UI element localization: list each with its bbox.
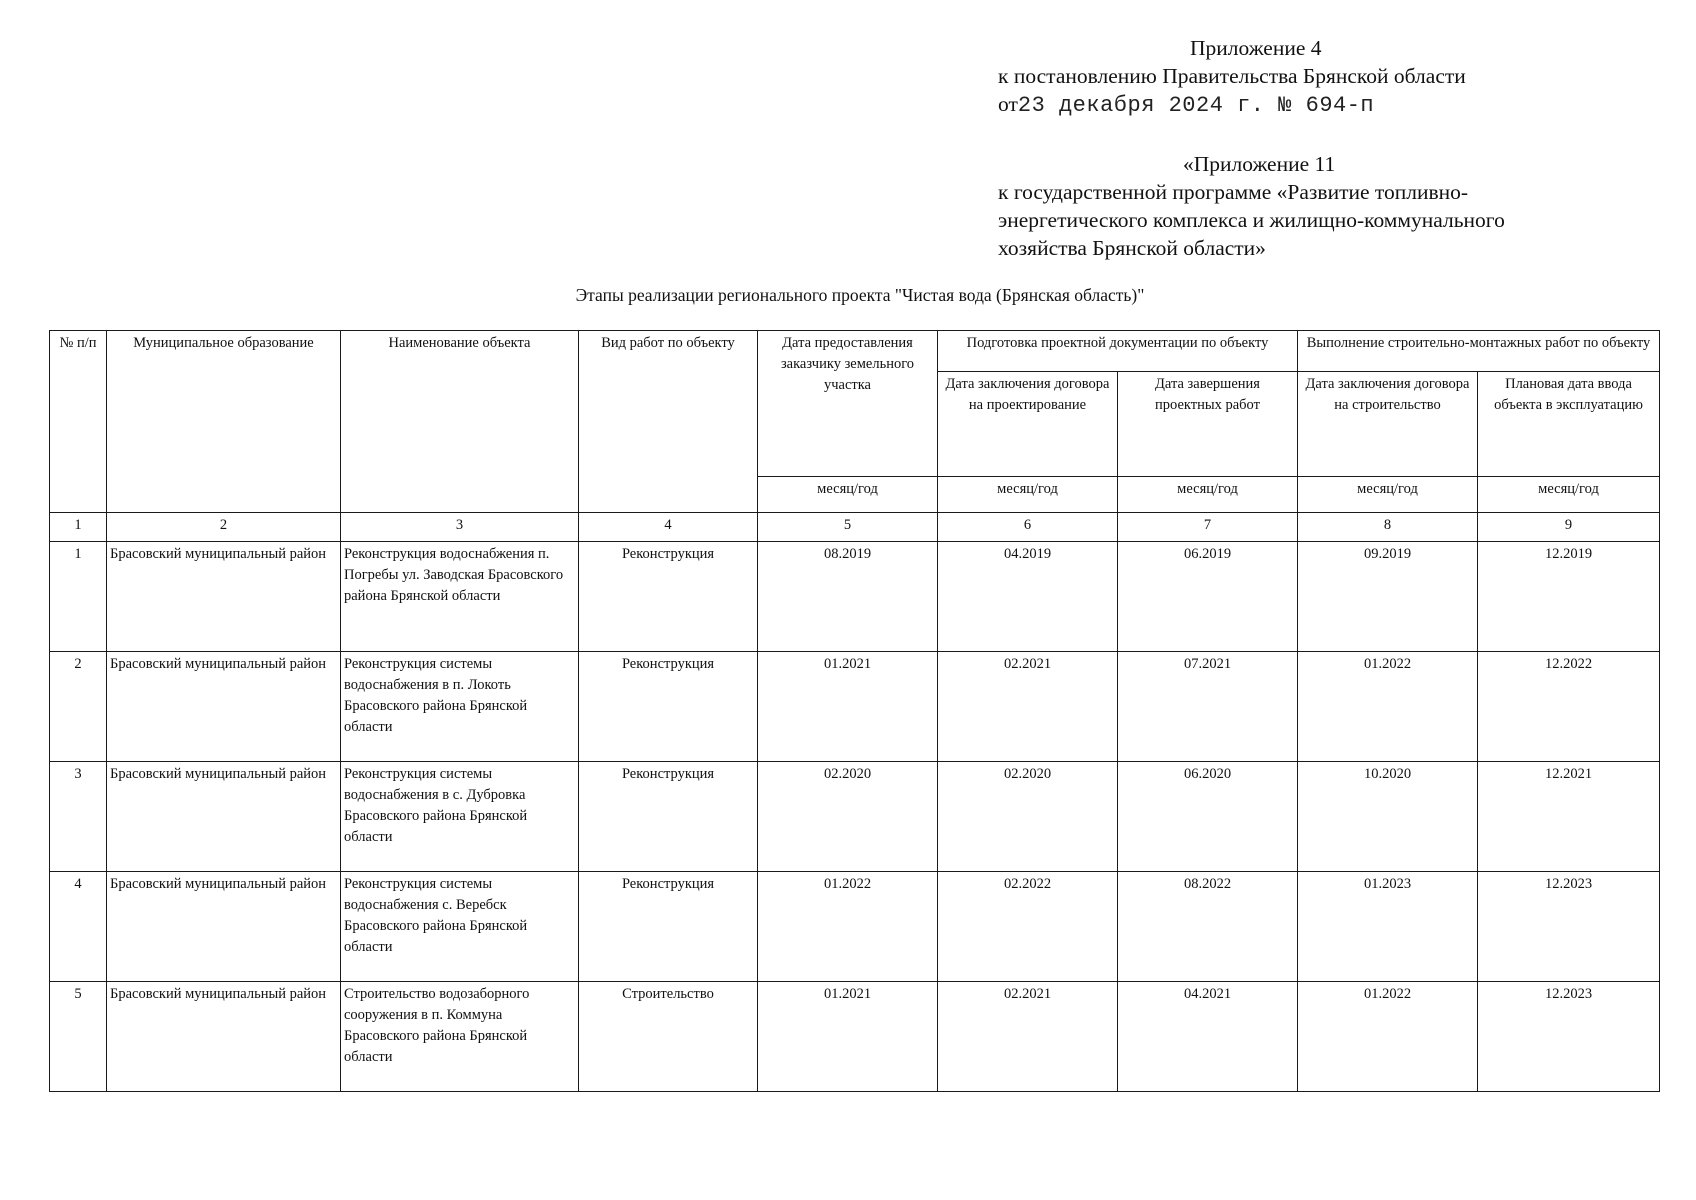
design-contract-cell: 02.2021 [938, 652, 1118, 762]
commission-date-cell: 12.2019 [1478, 542, 1660, 652]
column-number: 5 [758, 513, 938, 542]
column-number-row [50, 513, 1660, 542]
column-number: 9 [1478, 513, 1660, 542]
land-date-cell: 01.2021 [758, 982, 938, 1092]
appendix-number: Приложение 4 [1190, 36, 1322, 60]
column-number: 2 [107, 513, 341, 542]
municipality-cell: Брасовский муниципальный район [107, 542, 341, 652]
decree-reference: к постановлению Правительства Брянской области [998, 64, 1466, 88]
construction-contract-cell: 09.2019 [1298, 542, 1478, 652]
table-row [50, 872, 1660, 982]
construction-contract-cell: 01.2023 [1298, 872, 1478, 982]
design-contract-cell: 02.2021 [938, 982, 1118, 1092]
design-complete-cell: 07.2021 [1118, 652, 1298, 762]
commission-date-cell: 12.2023 [1478, 872, 1660, 982]
document-title: Этапы реализации регионального проекта "Чистая вода (Брянская область)" [575, 285, 1145, 305]
document-header [998, 34, 1638, 262]
program-line-2: энергетического комплекса и жилищно-коммунального [998, 208, 1505, 232]
row-number: 4 [50, 872, 107, 982]
header-construction-group: Выполнение строительно-монтажных работ по объекту [1298, 331, 1660, 372]
program-line-3: хозяйства Брянской области» [998, 236, 1266, 260]
object-cell: Реконструкция системы водоснабжения с. Веребск Брасовского района Брянской области [341, 872, 579, 982]
object-cell: Реконструкция системы водоснабжения в с. Дубровка Брасовского района Брянской области [341, 762, 579, 872]
commission-date-cell: 12.2022 [1478, 652, 1660, 762]
table-row [50, 762, 1660, 872]
row-number: 1 [50, 542, 107, 652]
design-contract-cell: 04.2019 [938, 542, 1118, 652]
municipality-cell: Брасовский муниципальный район [107, 872, 341, 982]
stages-table [49, 330, 1660, 1092]
column-number: 3 [341, 513, 579, 542]
land-date-cell: 08.2019 [758, 542, 938, 652]
decree-date-line [998, 90, 1638, 120]
header-design-contract: Дата заключения договора на проектирование [938, 372, 1118, 477]
column-number: 1 [50, 513, 107, 542]
design-complete-cell: 06.2019 [1118, 542, 1298, 652]
row-number: 5 [50, 982, 107, 1092]
land-date-cell: 01.2021 [758, 652, 938, 762]
header-land-date: Дата предоставления заказчику земельного участка [758, 331, 938, 477]
column-number: 8 [1298, 513, 1478, 542]
header-municipality: Муниципальное образование [107, 331, 341, 513]
object-cell: Строительство водозаборного сооружения в п. Коммуна Брасовского района Брянской области [341, 982, 579, 1092]
municipality-cell: Брасовский муниципальный район [107, 652, 341, 762]
unit-label: месяц/год [758, 477, 938, 513]
appendix-11: «Приложение 11 [1183, 152, 1336, 176]
unit-label: месяц/год [1118, 477, 1298, 513]
row-number: 3 [50, 762, 107, 872]
design-contract-cell: 02.2020 [938, 762, 1118, 872]
table-row [50, 542, 1660, 652]
work-type-cell: Реконструкция [579, 762, 758, 872]
header-design-group: Подготовка проектной документации по объекту [938, 331, 1298, 372]
design-complete-cell: 04.2021 [1118, 982, 1298, 1092]
header-construction-contract: Дата заключения договора на строительство [1298, 372, 1478, 477]
municipality-cell: Брасовский муниципальный район [107, 762, 341, 872]
decree-date-typed: 23 декабря 2024 г. № 694-п [1017, 93, 1375, 118]
object-cell: Реконструкция системы водоснабжения в п. Локоть Брасовского района Брянской области [341, 652, 579, 762]
header-num: № п/п [50, 331, 107, 513]
column-number: 7 [1118, 513, 1298, 542]
column-number: 6 [938, 513, 1118, 542]
land-date-cell: 02.2020 [758, 762, 938, 872]
commission-date-cell: 12.2023 [1478, 982, 1660, 1092]
unit-label: месяц/год [1478, 477, 1660, 513]
design-complete-cell: 06.2020 [1118, 762, 1298, 872]
work-type-cell: Реконструкция [579, 542, 758, 652]
land-date-cell: 01.2022 [758, 872, 938, 982]
date-prefix: от [998, 92, 1018, 116]
table-row [50, 652, 1660, 762]
header-commission-date: Плановая дата ввода объекта в эксплуатацию [1478, 372, 1660, 477]
object-cell: Реконструкция водоснабжения п. Погребы ул. Заводская Брасовского района Брянской области [341, 542, 579, 652]
design-complete-cell: 08.2022 [1118, 872, 1298, 982]
header-object: Наименование объекта [341, 331, 579, 513]
design-contract-cell: 02.2022 [938, 872, 1118, 982]
header-work-type: Вид работ по объекту [579, 331, 758, 513]
work-type-cell: Строительство [579, 982, 758, 1092]
commission-date-cell: 12.2021 [1478, 762, 1660, 872]
municipality-cell: Брасовский муниципальный район [107, 982, 341, 1092]
work-type-cell: Реконструкция [579, 872, 758, 982]
program-line-1: к государственной программе «Развитие топливно- [998, 180, 1469, 204]
construction-contract-cell: 10.2020 [1298, 762, 1478, 872]
unit-label: месяц/год [1298, 477, 1478, 513]
column-number: 4 [579, 513, 758, 542]
construction-contract-cell: 01.2022 [1298, 982, 1478, 1092]
header-design-complete: Дата завершения проектных работ [1118, 372, 1298, 477]
row-number: 2 [50, 652, 107, 762]
construction-contract-cell: 01.2022 [1298, 652, 1478, 762]
table-row [50, 982, 1660, 1092]
unit-label: месяц/год [938, 477, 1118, 513]
work-type-cell: Реконструкция [579, 652, 758, 762]
